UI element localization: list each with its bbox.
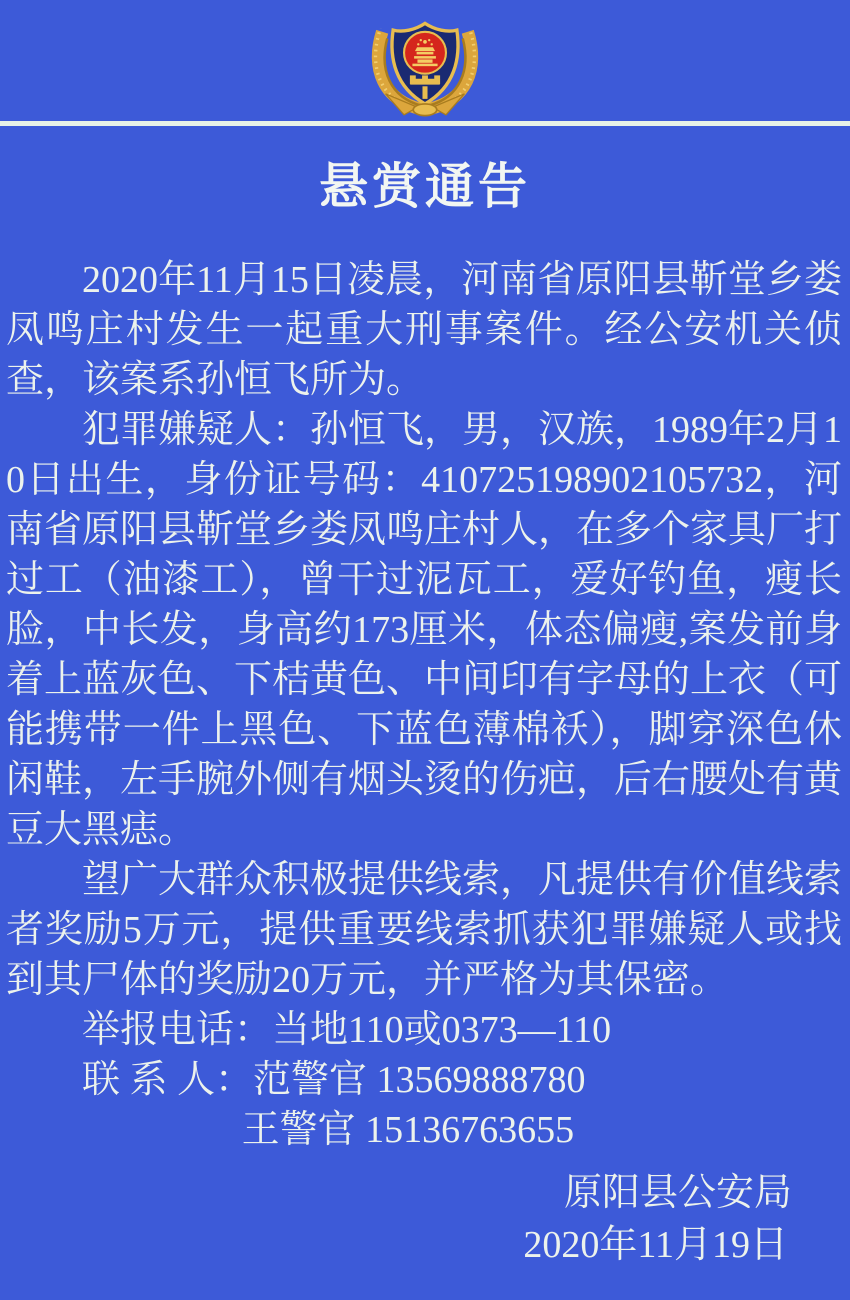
signature-block <box>0 1167 850 1271</box>
police-badge-icon <box>362 106 488 123</box>
notice-body <box>0 218 850 1155</box>
signature-date: 2020年11月19日 <box>523 1224 788 1266</box>
signature-agency: 原阳县公安局 <box>563 1172 792 1214</box>
notice-paragraph-incident: 2020年11月15日凌晨，河南省原阳县靳堂乡娄凤鸣庄村发生一起重大刑事案件。经公安机关侦查，该案系孙恒飞所为。 <box>6 259 842 401</box>
notice-title: 悬赏通告 <box>318 160 531 214</box>
report-hotline-line: 举报电话：当地110或0373—110 <box>82 1009 612 1051</box>
notice-paragraph-reward: 望广大群众积极提供线索，凡提供有价值线索者奖励5万元，提供重要线索抓获犯罪嫌疑人或找到其尸体的奖励20万元，并严格为其保密。 <box>6 859 843 1001</box>
contact-person-line-2: 王警官 15136763655 <box>241 1109 575 1151</box>
contact-person-line-1: 联 系 人：范警官 13569888780 <box>82 1059 586 1101</box>
notice-header <box>0 0 850 118</box>
notice-paragraph-suspect-description: 犯罪嫌疑人：孙恒飞，男，汉族，1989年2月10日出生，身份证号码：410725198902105732，河南省原阳县靳堂乡娄凤鸣庄村人，在多个家具厂打过工（油漆工），曾干过泥瓦工，爱好钓鱼，瘦长脸，中长发，身高约173厘米，体态偏瘦,案发前身着上蓝灰色、下桔黄色、中间印有字母的上衣（可能携带一件上黑色、下蓝色薄棉袄），脚穿深色休闲鞋，左手腕外侧有烟头烫的伤疤，后右腰处有黄豆大黑痣。 <box>6 409 843 851</box>
